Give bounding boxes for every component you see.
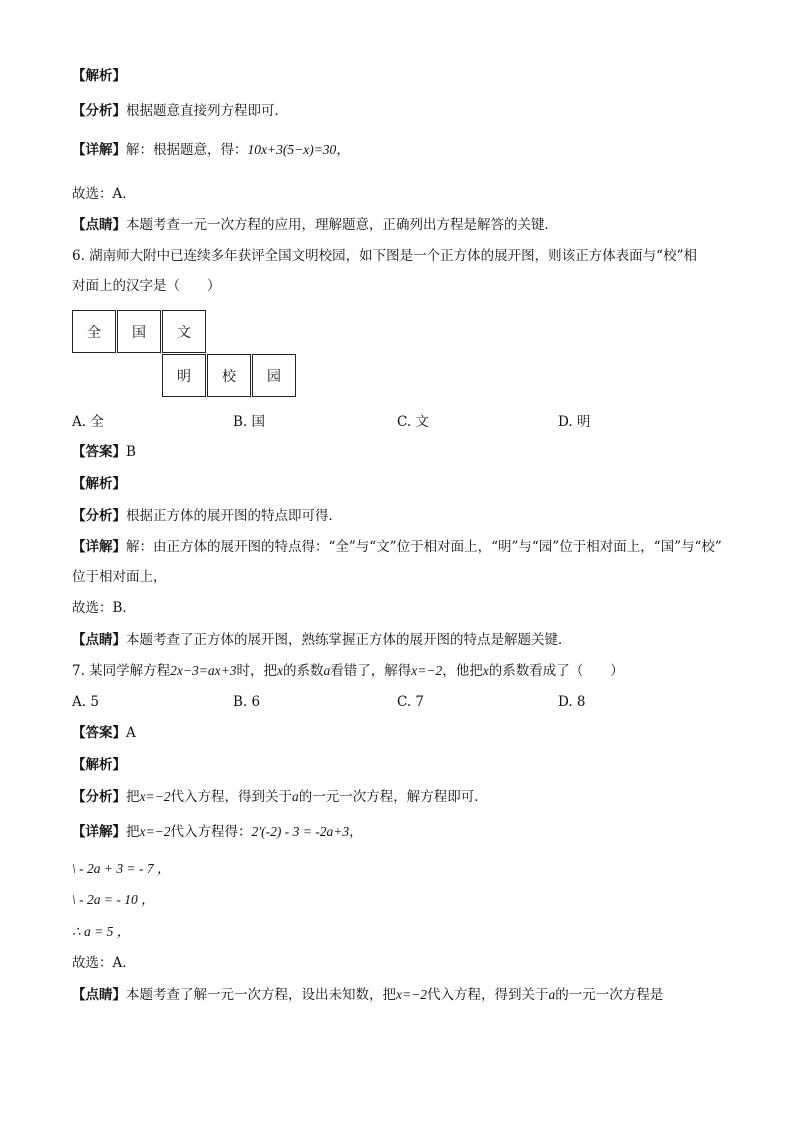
q7-stem-part: 的系数看成了（ ） <box>488 663 624 679</box>
q6-option-d: D. 明 <box>558 414 591 430</box>
q6-answer-value: B <box>126 444 136 460</box>
q6-analysis-tag: 【分析】 <box>72 508 126 524</box>
q5-analysis <box>72 101 288 121</box>
q7-detail-equation: x=−2 <box>139 824 171 839</box>
q7-answer-tag: 【答案】 <box>72 725 126 741</box>
q6-stem-line1: 6. 湖南师大附中已连续多年获评全国文明校园，如下图是一个正方体的展开图，则该正方体表面与“校”相 <box>72 248 697 264</box>
net-cell-quan: 全 <box>72 310 116 353</box>
q7-step-3: ∴ a = 5 ， <box>72 924 131 939</box>
q7-remark-part: 代入方程，得到关于 <box>426 987 549 1003</box>
q7-remark-part: 的一元一次方程是 <box>555 987 664 1003</box>
q7-remark-equation: x=−2 <box>396 987 427 1002</box>
q5-choice: 故选：A． <box>72 186 136 202</box>
q5-equation: 10x+3(5−x)=30 <box>247 142 337 157</box>
q5-detail <box>72 140 350 160</box>
q5-analysis-tag: 【分析】 <box>72 103 126 119</box>
q7-remark-part: 本题考查了解一元一次方程，设出未知数，把 <box>126 987 396 1003</box>
q6-stem-line2: 对面上的汉字是（ ） <box>72 278 221 294</box>
net-cell-guo: 国 <box>117 310 161 353</box>
q7-detail-tag: 【详解】 <box>72 824 126 840</box>
q5-detail-tag: 【详解】 <box>72 142 126 158</box>
net-cell-wen: 文 <box>162 310 206 353</box>
q7-stem-part: 的系数 <box>283 663 324 679</box>
q7-step-1: \ - 2a + 3 = - 7 ， <box>72 861 171 876</box>
q6-detail-text: 解：由正方体的展开图的特点得：“全”与“文”位于相对面上，“明”与“园”位于相对面上，“国”与“校” <box>126 539 722 555</box>
q6-answer <box>72 442 136 462</box>
q7-answer <box>72 723 136 743</box>
q5-comma: ， <box>336 142 350 158</box>
q5-remark-tag: 【点睛】 <box>72 217 126 233</box>
q7-stem-part: ，他把 <box>442 663 483 679</box>
q6-detail-line1 <box>72 537 722 557</box>
q7-detail <box>72 822 363 842</box>
q7-stem <box>72 661 624 681</box>
q7-answer-value: A <box>126 725 136 741</box>
q7-stem-var-a: a <box>323 663 331 678</box>
q7-analysis-var: a <box>291 789 299 804</box>
q7-analysis-part: 代入方程，得到关于 <box>170 789 292 805</box>
q6-option-b: B. 国 <box>233 414 266 430</box>
q6-detail-tag: 【详解】 <box>72 539 126 555</box>
q6-analysis-text: 根据正方体的展开图的特点即可得． <box>126 508 342 524</box>
q5-jiexi-heading: 【解析】 <box>72 68 126 84</box>
q5-remark <box>72 215 558 235</box>
q6-remark-text: 本题考查了正方体的展开图，熟练掌握正方体的展开图的特点是解题关键． <box>126 632 572 648</box>
q7-analysis-part: 的一元一次方程，解方程即可． <box>298 789 488 805</box>
q7-option-d: D. 8 <box>558 694 586 710</box>
q5-detail-text: 解：根据题意，得： <box>126 142 248 158</box>
q7-analysis <box>72 787 488 807</box>
net-cell-xiao: 校 <box>207 354 251 397</box>
net-cell-yuan: 园 <box>252 354 296 397</box>
q6-choice: 故选：B． <box>72 600 136 616</box>
q7-remark-tag: 【点睛】 <box>72 987 126 1003</box>
q6-remark-tag: 【点睛】 <box>72 632 126 648</box>
q6-detail-line2: 位于相对面上， <box>72 569 167 585</box>
q7-stem-part: 看错了，解得 <box>330 663 412 679</box>
q6-analysis <box>72 506 342 526</box>
q6-jiexi-heading: 【解析】 <box>72 476 126 492</box>
q7-step-2: \ - 2a = - 10 ， <box>72 892 155 907</box>
q7-stem-part: 7. 某同学解方程 <box>72 663 171 679</box>
q7-detail-part: ， <box>349 824 363 840</box>
q5-analysis-text: 根据题意直接列方程即可． <box>126 103 288 119</box>
net-cell-ming: 明 <box>162 354 206 397</box>
q7-option-b: B. 6 <box>233 694 261 710</box>
q6-option-c: C. 文 <box>397 414 429 430</box>
q7-remark <box>72 985 663 1005</box>
q6-option-a: A. 全 <box>72 414 104 430</box>
q7-option-c: C. 7 <box>397 694 425 710</box>
q7-stem-part: 时，把 <box>236 663 277 679</box>
q7-stem-var-x: x <box>277 663 283 678</box>
q7-analysis-equation: x=−2 <box>139 789 171 804</box>
q7-analysis-part: 把 <box>126 789 140 805</box>
q5-remark-text: 本题考查一元一次方程的应用，理解题意，正确列出方程是解答的关键． <box>126 217 558 233</box>
q7-detail-substitution: 2′(-2) - 3 = -2a+3 <box>251 824 350 839</box>
q7-stem-var-x: x <box>482 663 489 678</box>
q6-remark <box>72 630 572 650</box>
q7-choice: 故选：A． <box>72 955 136 971</box>
q7-analysis-tag: 【分析】 <box>72 789 126 805</box>
q7-detail-part: 把 <box>126 824 140 840</box>
q7-jiexi-heading: 【解析】 <box>72 757 126 773</box>
q7-remark-var: a <box>548 987 556 1002</box>
q7-stem-equation: 2x−3=ax+3 <box>170 663 237 678</box>
q7-detail-part: 代入方程得： <box>170 824 252 840</box>
q7-option-a: A. 5 <box>72 694 99 710</box>
q7-stem-solution: x=−2 <box>411 663 443 678</box>
q6-answer-tag: 【答案】 <box>72 444 126 460</box>
